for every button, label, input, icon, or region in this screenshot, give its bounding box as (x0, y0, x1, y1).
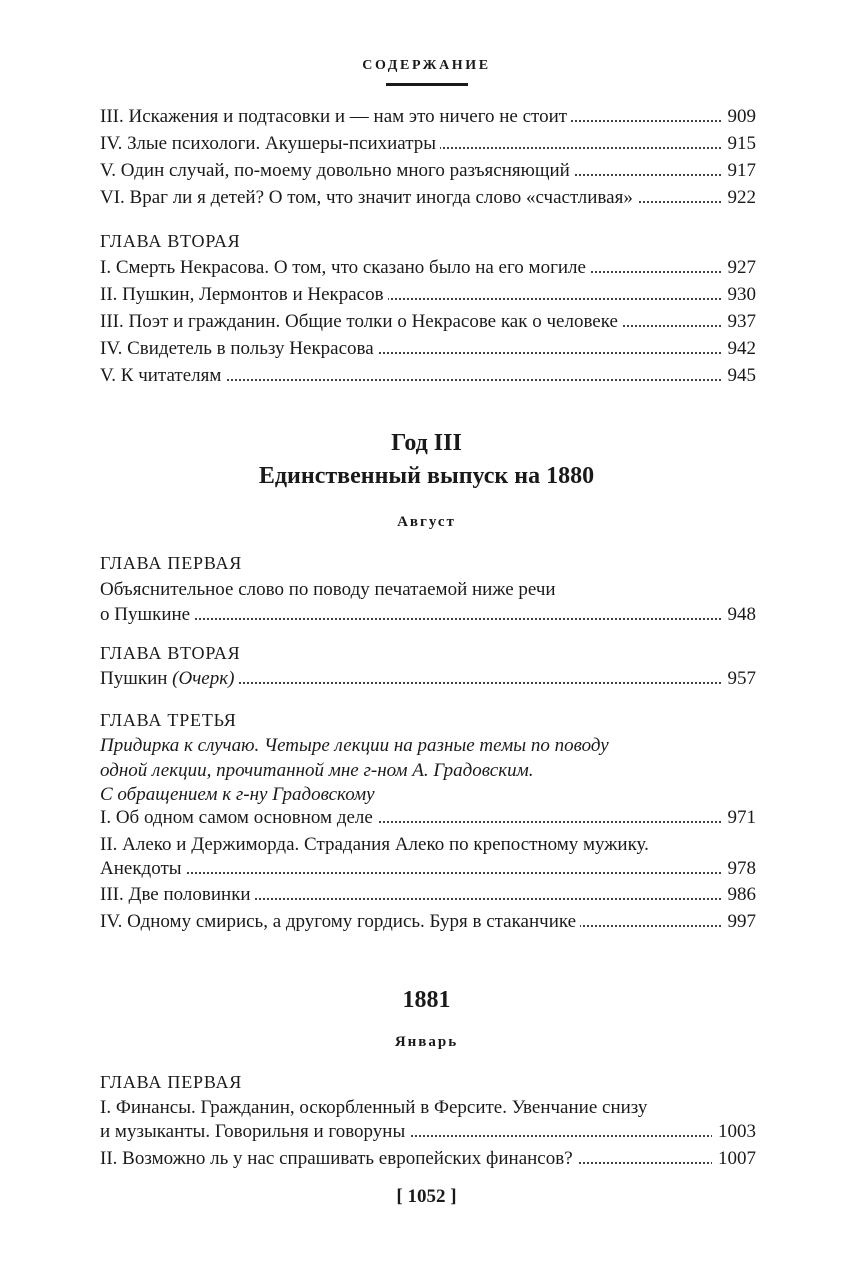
entry-page: 945 (722, 363, 757, 389)
month-heading: Август (397, 514, 456, 530)
chapter-heading: ГЛАВА ВТОРАЯ (100, 231, 241, 251)
chapter-heading: ГЛАВА ТРЕТЬЯ (100, 710, 237, 730)
section-title: 1881 (402, 987, 451, 1013)
entry-title: VI. Враг ли я детей? О том, что значит иногда слово «счастливая» (100, 185, 637, 211)
leader-dots (100, 618, 756, 620)
toc-entry (100, 1119, 756, 1145)
entry-title-line: Объяснительное слово по поводу печатаемой ниже речи (100, 579, 556, 600)
chapter-intro-line: С обращением к г-ну Градовскому (100, 784, 375, 805)
section-subtitle: Единственный выпуск на 1880 (258, 463, 595, 489)
entry-title: и музыканты. Говорильня и говоруны (100, 1119, 409, 1145)
entry-page: 917 (722, 158, 757, 184)
entry-title: IV. Свидетель в пользу Некрасова (100, 336, 378, 362)
entry-page: 971 (722, 805, 757, 831)
entry-page: 909 (722, 104, 757, 130)
entry-page: 997 (722, 909, 757, 935)
entry-page: 948 (722, 602, 757, 628)
entry-page: 978 (722, 856, 757, 882)
toc-entry (100, 666, 756, 692)
toc-entry (100, 882, 756, 908)
toc-entry (100, 1146, 756, 1172)
entry-title: IV. Одному смирись, а другому гордись. Буря в стаканчике (100, 909, 580, 935)
entry-title: I. Об одном самом основном деле (100, 805, 377, 831)
toc-entry (100, 104, 756, 130)
entry-page: 986 (722, 882, 757, 908)
toc-entry (100, 909, 756, 935)
entry-title: о Пушкине (100, 602, 194, 628)
entry-title-line: I. Финансы. Гражданин, оскорбленный в Ферсите. Увенчание снизу (100, 1097, 648, 1118)
chapter-intro-line: одной лекции, прочитанной мне г-ном А. Градовским. (100, 760, 534, 781)
entry-title: IV. Злые психологи. Акушеры-психиатры (100, 131, 440, 157)
entry-title: II. Пушкин, Лермонтов и Некрасов (100, 282, 388, 308)
entry-title: III. Искажения и подтасовки и — нам это ничего не стоит (100, 104, 571, 130)
chapter-intro-line: Придирка к случаю. Четыре лекции на разные темы по поводу (100, 735, 609, 756)
entry-title: I. Смерть Некрасова. О том, что сказано было на его могиле (100, 255, 590, 281)
entry-page: 937 (722, 309, 757, 335)
entry-page: 1003 (712, 1119, 756, 1145)
entry-title: V. Один случай, по-моему довольно много разъясняющий (100, 158, 574, 184)
toc-entry (100, 363, 756, 389)
toc-entry (100, 856, 756, 882)
entry-page: 942 (722, 336, 757, 362)
toc-entry (100, 131, 756, 157)
entry-title-line: II. Алеко и Держиморда. Страдания Алеко по крепостному мужику. (100, 834, 649, 855)
entry-page: 1007 (712, 1146, 756, 1172)
entry-page: 930 (722, 282, 757, 308)
toc-entry (100, 255, 756, 281)
entry-title-italic: (Очерк) (172, 668, 235, 689)
toc-entry (100, 185, 756, 211)
entry-page: 957 (722, 666, 757, 692)
entry-title: III. Две половинки (100, 882, 255, 908)
entry-title (100, 666, 238, 692)
entry-title: III. Поэт и гражданин. Общие толки о Некрасове как о человеке (100, 309, 622, 335)
chapter-heading: ГЛАВА ВТОРАЯ (100, 643, 241, 663)
section-title: Год III (391, 430, 462, 456)
leader-dots (100, 872, 756, 874)
toc-entry (100, 602, 756, 628)
chapter-heading: ГЛАВА ПЕРВАЯ (100, 553, 243, 573)
toc-entry (100, 158, 756, 184)
entry-page: 922 (722, 185, 757, 211)
toc-entry (100, 282, 756, 308)
chapter-heading: ГЛАВА ПЕРВАЯ (100, 1072, 243, 1092)
page-number: [ 1052 ] (396, 1186, 457, 1207)
month-heading: Январь (394, 1034, 459, 1050)
toc-entry (100, 336, 756, 362)
entry-title: V. К читателям (100, 363, 225, 389)
toc-entry (100, 309, 756, 335)
entry-title: II. Возможно ль у нас спрашивать европейских финансов? (100, 1146, 577, 1172)
header-rule (386, 83, 468, 86)
entry-title: Анекдоты (100, 856, 186, 882)
toc-entry (100, 805, 756, 831)
entry-title-text: Пушкин (100, 668, 168, 689)
entry-page: 927 (722, 255, 757, 281)
running-head: СОДЕРЖАНИЕ (362, 58, 491, 73)
entry-page: 915 (722, 131, 757, 157)
